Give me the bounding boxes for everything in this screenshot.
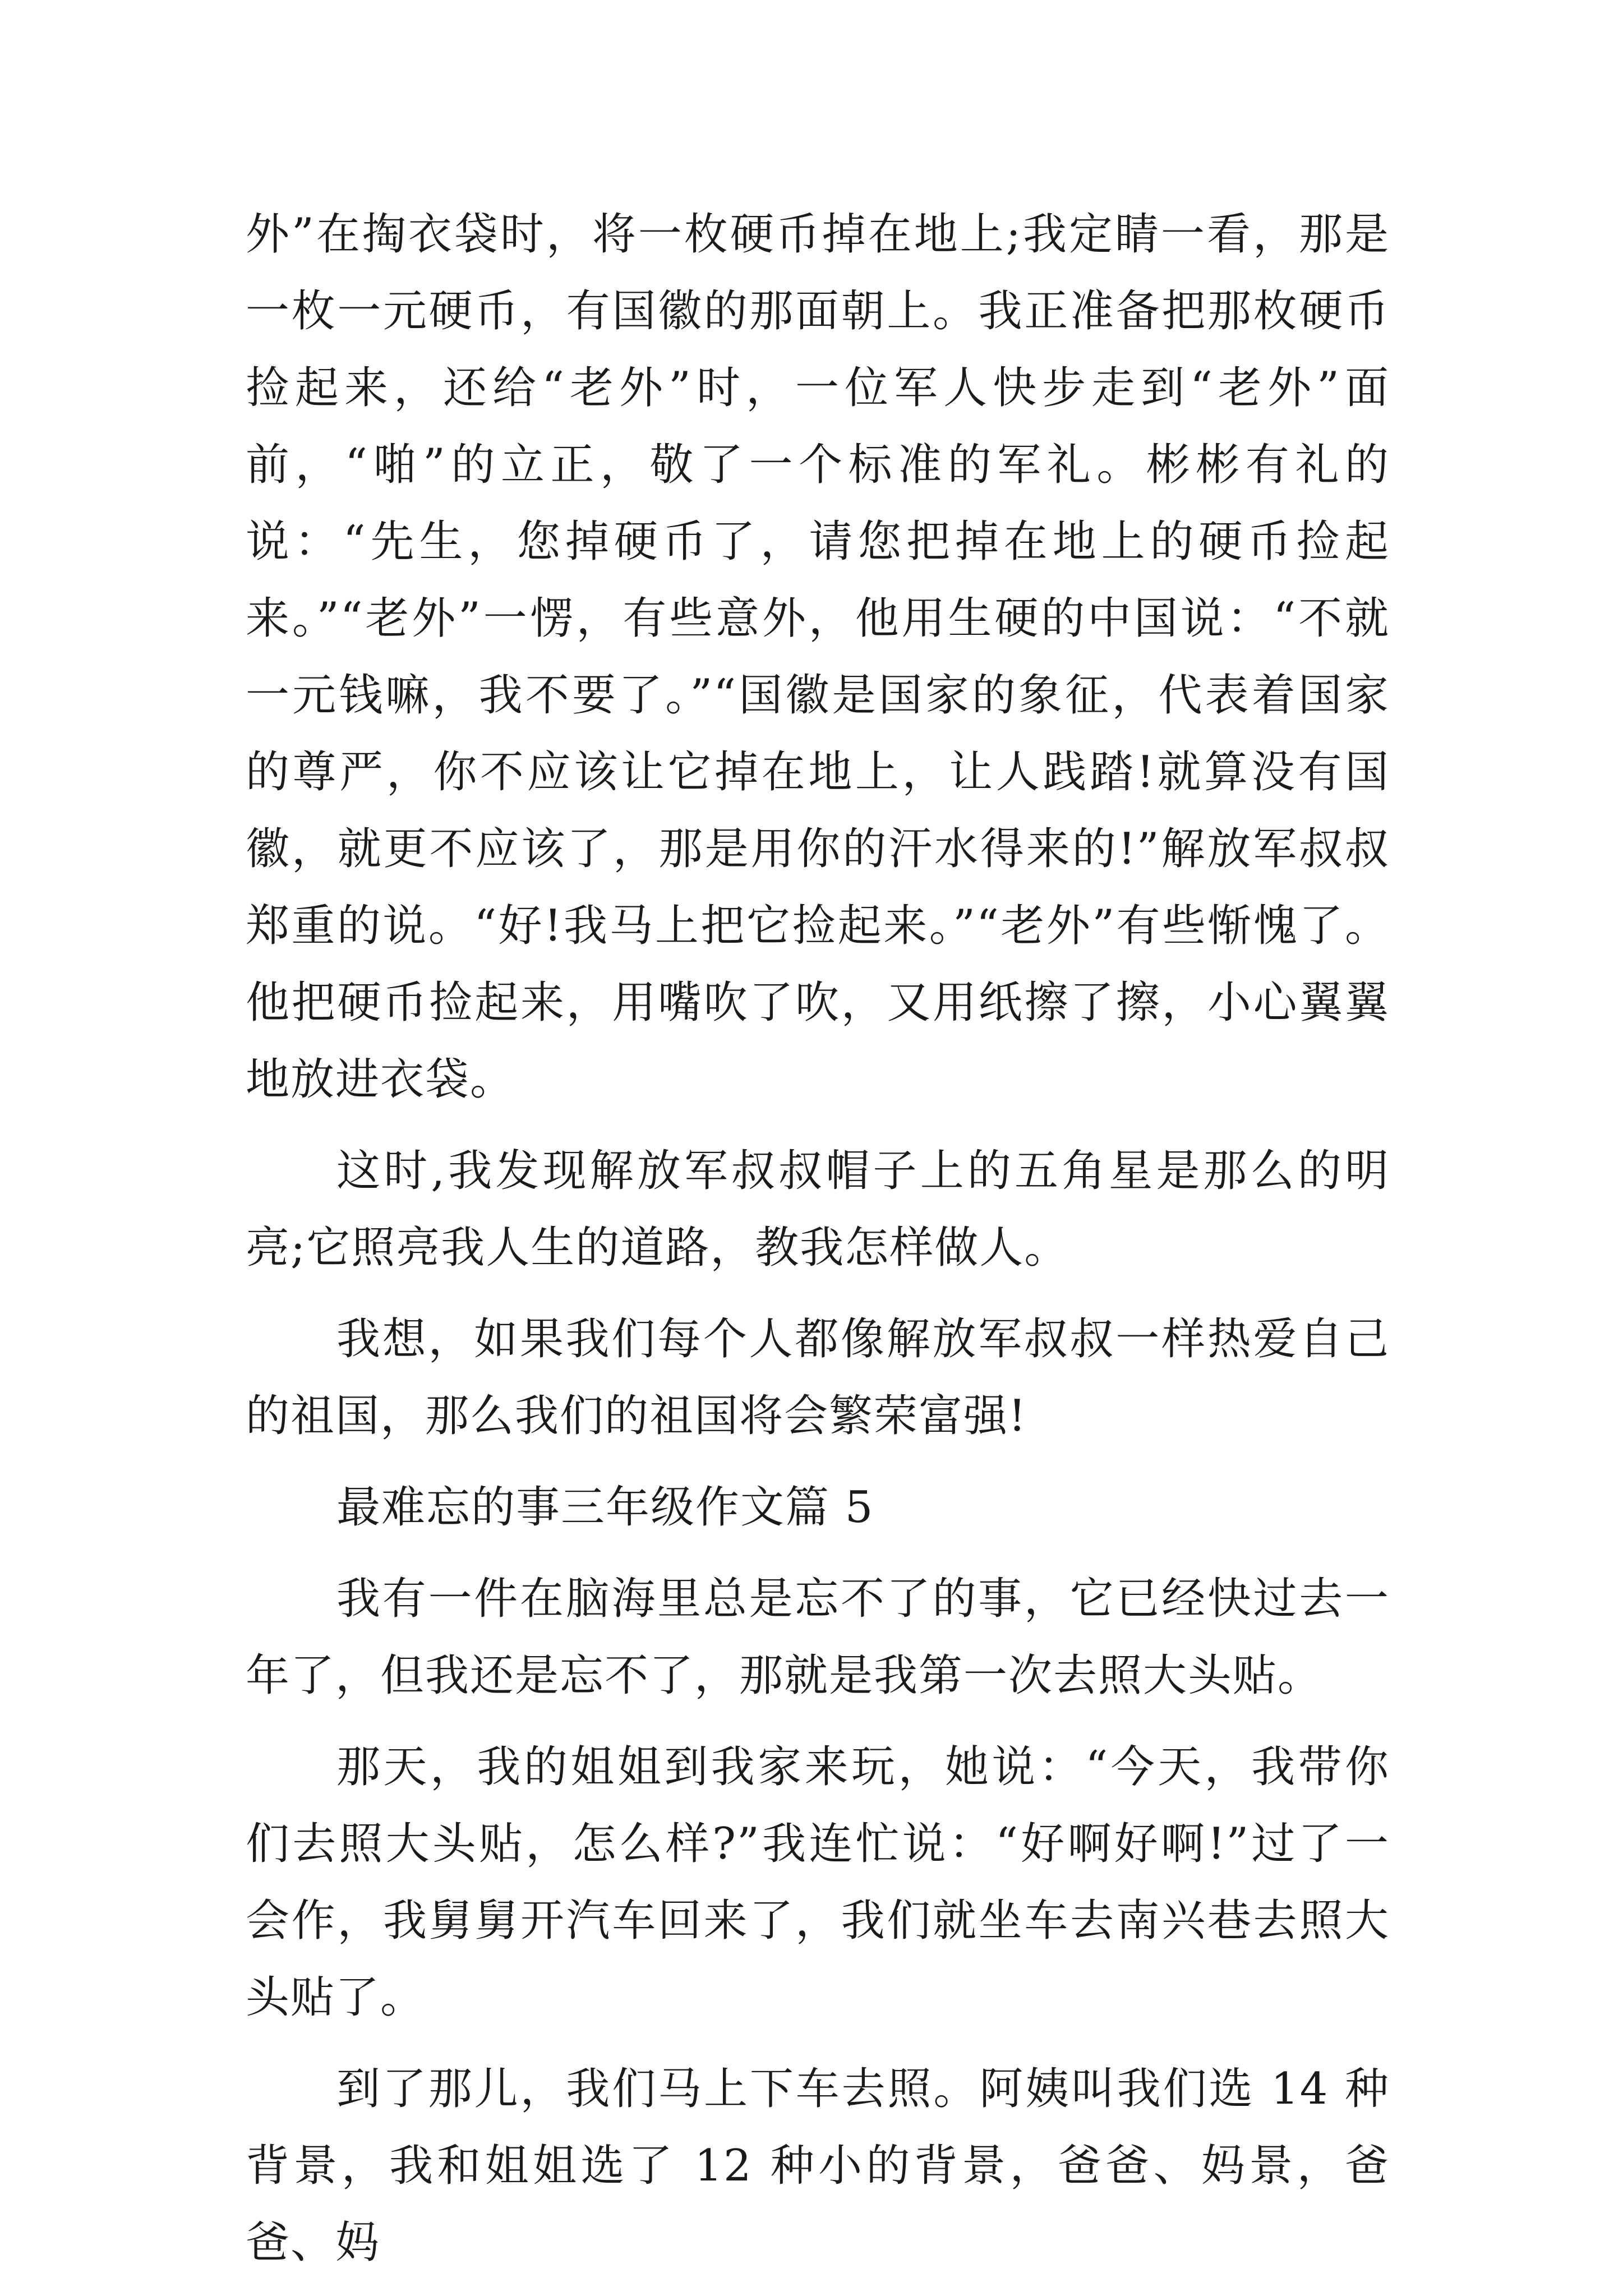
paragraph-6: 那天，我的姐姐到我家来玩，她说：“今天，我带你们去照大头贴，怎么样?”我连忙说：“好啊好啊!”过了一会作，我舅舅开汽车回来了，我们就坐车去南兴巷去照大头贴了。 (246, 1742, 1390, 2023)
paragraph-7: 到了那儿，我们马上下车去照。阿姨叫我们选 14 种背景，我和姐姐选了 12 种小的背景，爸爸、妈景，爸爸、妈 (246, 2064, 1390, 2268)
paragraph-2: 这时,我发现解放军叔叔帽子上的五角星是那么的明亮;它照亮我人生的道路，教我怎样做人。 (246, 1146, 1390, 1273)
paragraph-5: 我有一件在脑海里总是忘不了的事，它已经快过去一年了，但我还是忘不了，那就是我第一次去照大头贴。 (246, 1574, 1390, 1701)
section-heading: 最难忘的事三年级作文篇 5 (336, 1482, 874, 1533)
paragraph-3: 我想，如果我们每个人都像解放军叔叔一样热爱自己的祖国，那么我们的祖国将会繁荣富强! (246, 1314, 1390, 1441)
paragraph-1: 外”在掏衣袋时，将一枚硬币掉在地上;我定睛一看，那是一枚一元硬币，有国徽的那面朝上。我正准备把那枚硬币捡起来，还给“老外”时，一位军人快步走到“老外”面前，“啪”的立正，敬了一个标准的军礼。彬彬有礼的说：“先生，您掉硬币了，请您把掉在地上的硬币捡起来。”“老外”一愣，有些意外，他用生硬的中国说：“不就一元钱嘛，我不要了。”“国徽是国家的象征，代表着国家的尊严，你不应该让它掉在地上，让人践踏!就算没有国徽，就更不应该了，那是用你的汗水得来的!”解放军叔叔郑重的说。“好!我马上把它捡起来。”“老外”有些惭愧了。他把硬币捡起来，用嘴吹了吹，又用纸擦了擦，小心翼翼地放进衣袋。 (246, 209, 1390, 1105)
essay-body (246, 196, 1390, 2296)
